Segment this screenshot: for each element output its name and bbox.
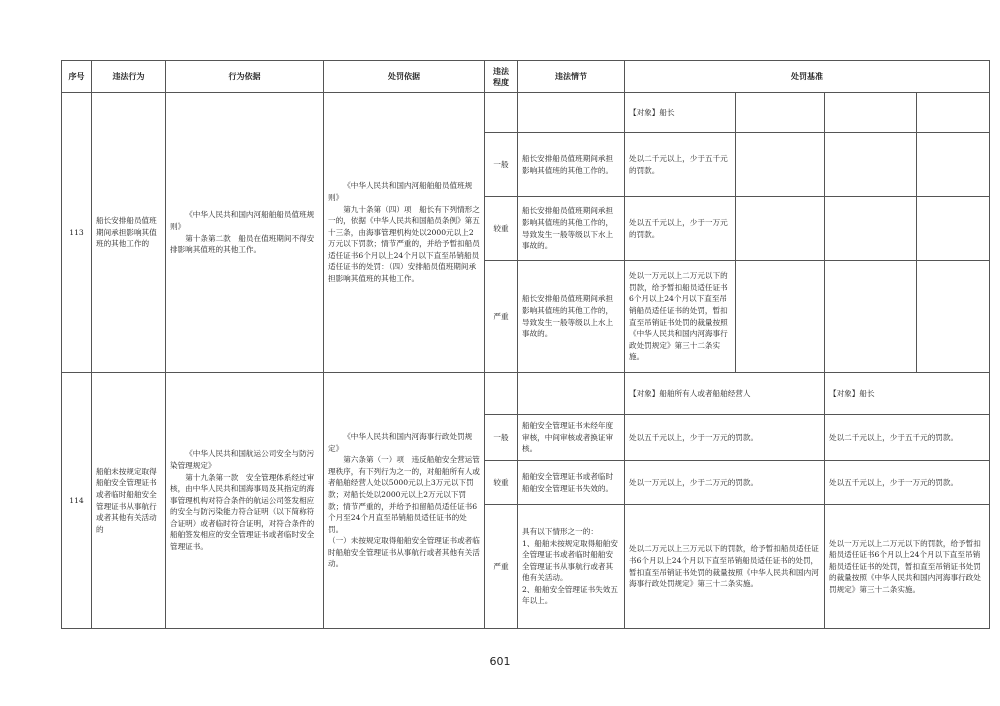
header-penalty-basis: 处罚依据 <box>324 61 485 93</box>
row-114-standard-b-1: 处以二千元以上，少于五千元的罚款。 <box>825 415 990 461</box>
row-114-standard-b-3: 处以一万元以上二万元以下的罚款，给予暂扣船员适任证书6个月以上24个月以下直至吊销船员适任证书的处罚，暂扣直至吊销证书处罚的裁量按照《中华人民共和国内河海事行政处罚规定》第三十二条实施。 <box>825 505 990 629</box>
row-113-degree-2: 较重 <box>485 197 518 261</box>
row-113-standard-1: 处以二千元以上，少于五千元的罚款。 <box>625 133 736 197</box>
row-113-basis <box>166 93 324 373</box>
row-114-target-b: 【对象】船长 <box>825 373 990 415</box>
row-113-standard-2: 处以五千元以上，少于一万元的罚款。 <box>625 197 736 261</box>
penalty-table <box>61 60 990 629</box>
header-seq: 序号 <box>62 61 92 93</box>
row-114-basis-title: 《中华人民共和国航运公司安全与防污染管理规定》 <box>170 449 315 470</box>
row-113-standard-3: 处以一万元以上二万元以下的罚款，给予暂扣船员适任证书6个月以上24个月以下直至吊销船员适任证书的处罚，暂扣直至吊销证书处罚的裁量按照《中华人民共和国内河海事行政处罚规定》第三十二条实施。 <box>625 261 736 373</box>
row-113-penalty-body: 第九十条第（四）项 船长有下列情形之一的，依据《中华人民共和国船员条例》第五十三条，由海事管理机构处以2000元以上2万元以下罚款；情节严重的，并给予暂扣船员适任证书6个月以上24个月以下直至吊销船员适任证书的处罚：（四）安排船员值班期间承担影响其值班的其他工作。 <box>328 204 480 284</box>
row-113-basis-body: 第十条第二款 船员在值班期间不得安排影响其值班的其他工作。 <box>170 233 315 255</box>
row-114-penalty-body: 第六条第（一）项 违反船舶安全营运管理秩序，有下列行为之一的，对船舶所有人或者船舶经营人处以5000元以上3万元以下罚款；对船长处以2000元以上2万元以下罚款；情节严重的，并给予扣留船员适任证书6个月至24个月直至吊销船员适任证书的处罚。 （一）未按规定取得船舶安全管理证书或者临时船舶安全管理证书从事航行或者其他有关活动。 <box>328 455 480 569</box>
row-114-seq: 114 <box>62 373 92 629</box>
row-114-target-a: 【对象】船舶所有人或者船舶经营人 <box>625 373 825 415</box>
row-113-penalty-title: 《中华人民共和国内河船舶船员值班规则》 <box>328 181 473 202</box>
row-114-standard-a-3: 处以二万元以上三万元以下的罚款，给予暂扣船员适任证书6个月以上24个月以下直至吊销船员适任证书的处罚，暂扣直至吊销证书处罚的裁量按照《中华人民共和国内河海事行政处罚规定》第三十二条实施。 <box>625 505 825 629</box>
row-113-penalty-basis <box>324 93 485 373</box>
row-113-degree-3: 严重 <box>485 261 518 373</box>
row-114-act: 船舶未按规定取得船舶安全管理证书或者临时船舶安全管理证书从事航行或者其他有关活动的 <box>92 373 166 629</box>
row-113-act: 船长安排船员值班期间承担影响其值班的其他工作的 <box>92 93 166 373</box>
header-circumstance: 违法情节 <box>518 61 625 93</box>
table-row <box>62 373 990 415</box>
row-114-penalty-basis <box>324 373 485 629</box>
header-act: 违法行为 <box>92 61 166 93</box>
row-114-basis <box>166 373 324 629</box>
row-114-circumstance-2: 船舶安全管理证书或者临时船舶安全管理证书失效的。 <box>518 461 625 505</box>
row-114-standard-b-2: 处以五千元以上，少于一万元的罚款。 <box>825 461 990 505</box>
row-114-standard-a-1: 处以五千元以上，少于一万元的罚款。 <box>625 415 825 461</box>
table-row <box>62 93 990 133</box>
row-114-degree-1: 一般 <box>485 415 518 461</box>
row-113-degree-1: 一般 <box>485 133 518 197</box>
row-113-circumstance-2: 船长安排船员值班期间承担影响其值班的其他工作的，导致发生一般等级以下水上事故的。 <box>518 197 625 261</box>
header-degree: 违法 程度 <box>485 61 518 93</box>
row-113-target: 【对象】船长 <box>625 93 736 133</box>
row-113-circumstance-3: 船长安排船员值班期间承担影响其值班的其他工作的，导致发生一般等级以上水上事故的。 <box>518 261 625 373</box>
header-standard: 处罚基准 <box>625 61 990 93</box>
row-114-penalty-title: 《中华人民共和国内河海事行政处罚规定》 <box>328 431 473 453</box>
row-113-basis-title: 《中华人民共和国内河船舶船员值班规则》 <box>170 210 315 231</box>
table-header-row <box>62 61 990 93</box>
row-113-circumstance-1: 船长安排船员值班期间承担影响其值班的其他工作的。 <box>518 133 625 197</box>
row-114-circumstance-3: 具有以下情形之一的： 1、船舶未按规定取得船舶安全管理证书或者临时船舶安全管理证书从事航行或者其他有关活动。 2、船舶安全管理证书失效五年以上。 <box>518 505 625 629</box>
row-114-basis-body: 第十九条第一款 安全管理体系经过审核，由中华人民共和国海事局及其指定的海事管理机构对符合条件的航运公司签发相应的安全与防污染能力符合证明（以下简称符合证明）或者临时符合证明，对符合条件的船舶签发相应的安全管理证书或者临时安全管理证书。 <box>170 472 315 552</box>
row-114-circumstance-1: 船舶安全管理证书未经年度审核，中间审核或者换证审核。 <box>518 415 625 461</box>
row-114-degree-2: 较重 <box>485 461 518 505</box>
row-114-degree-3: 严重 <box>485 505 518 629</box>
header-basis: 行为依据 <box>166 61 324 93</box>
row-113-seq: 113 <box>62 93 92 373</box>
row-114-standard-a-2: 处以一万元以上，少于二万元的罚款。 <box>625 461 825 505</box>
page-number: 601 <box>489 655 511 668</box>
